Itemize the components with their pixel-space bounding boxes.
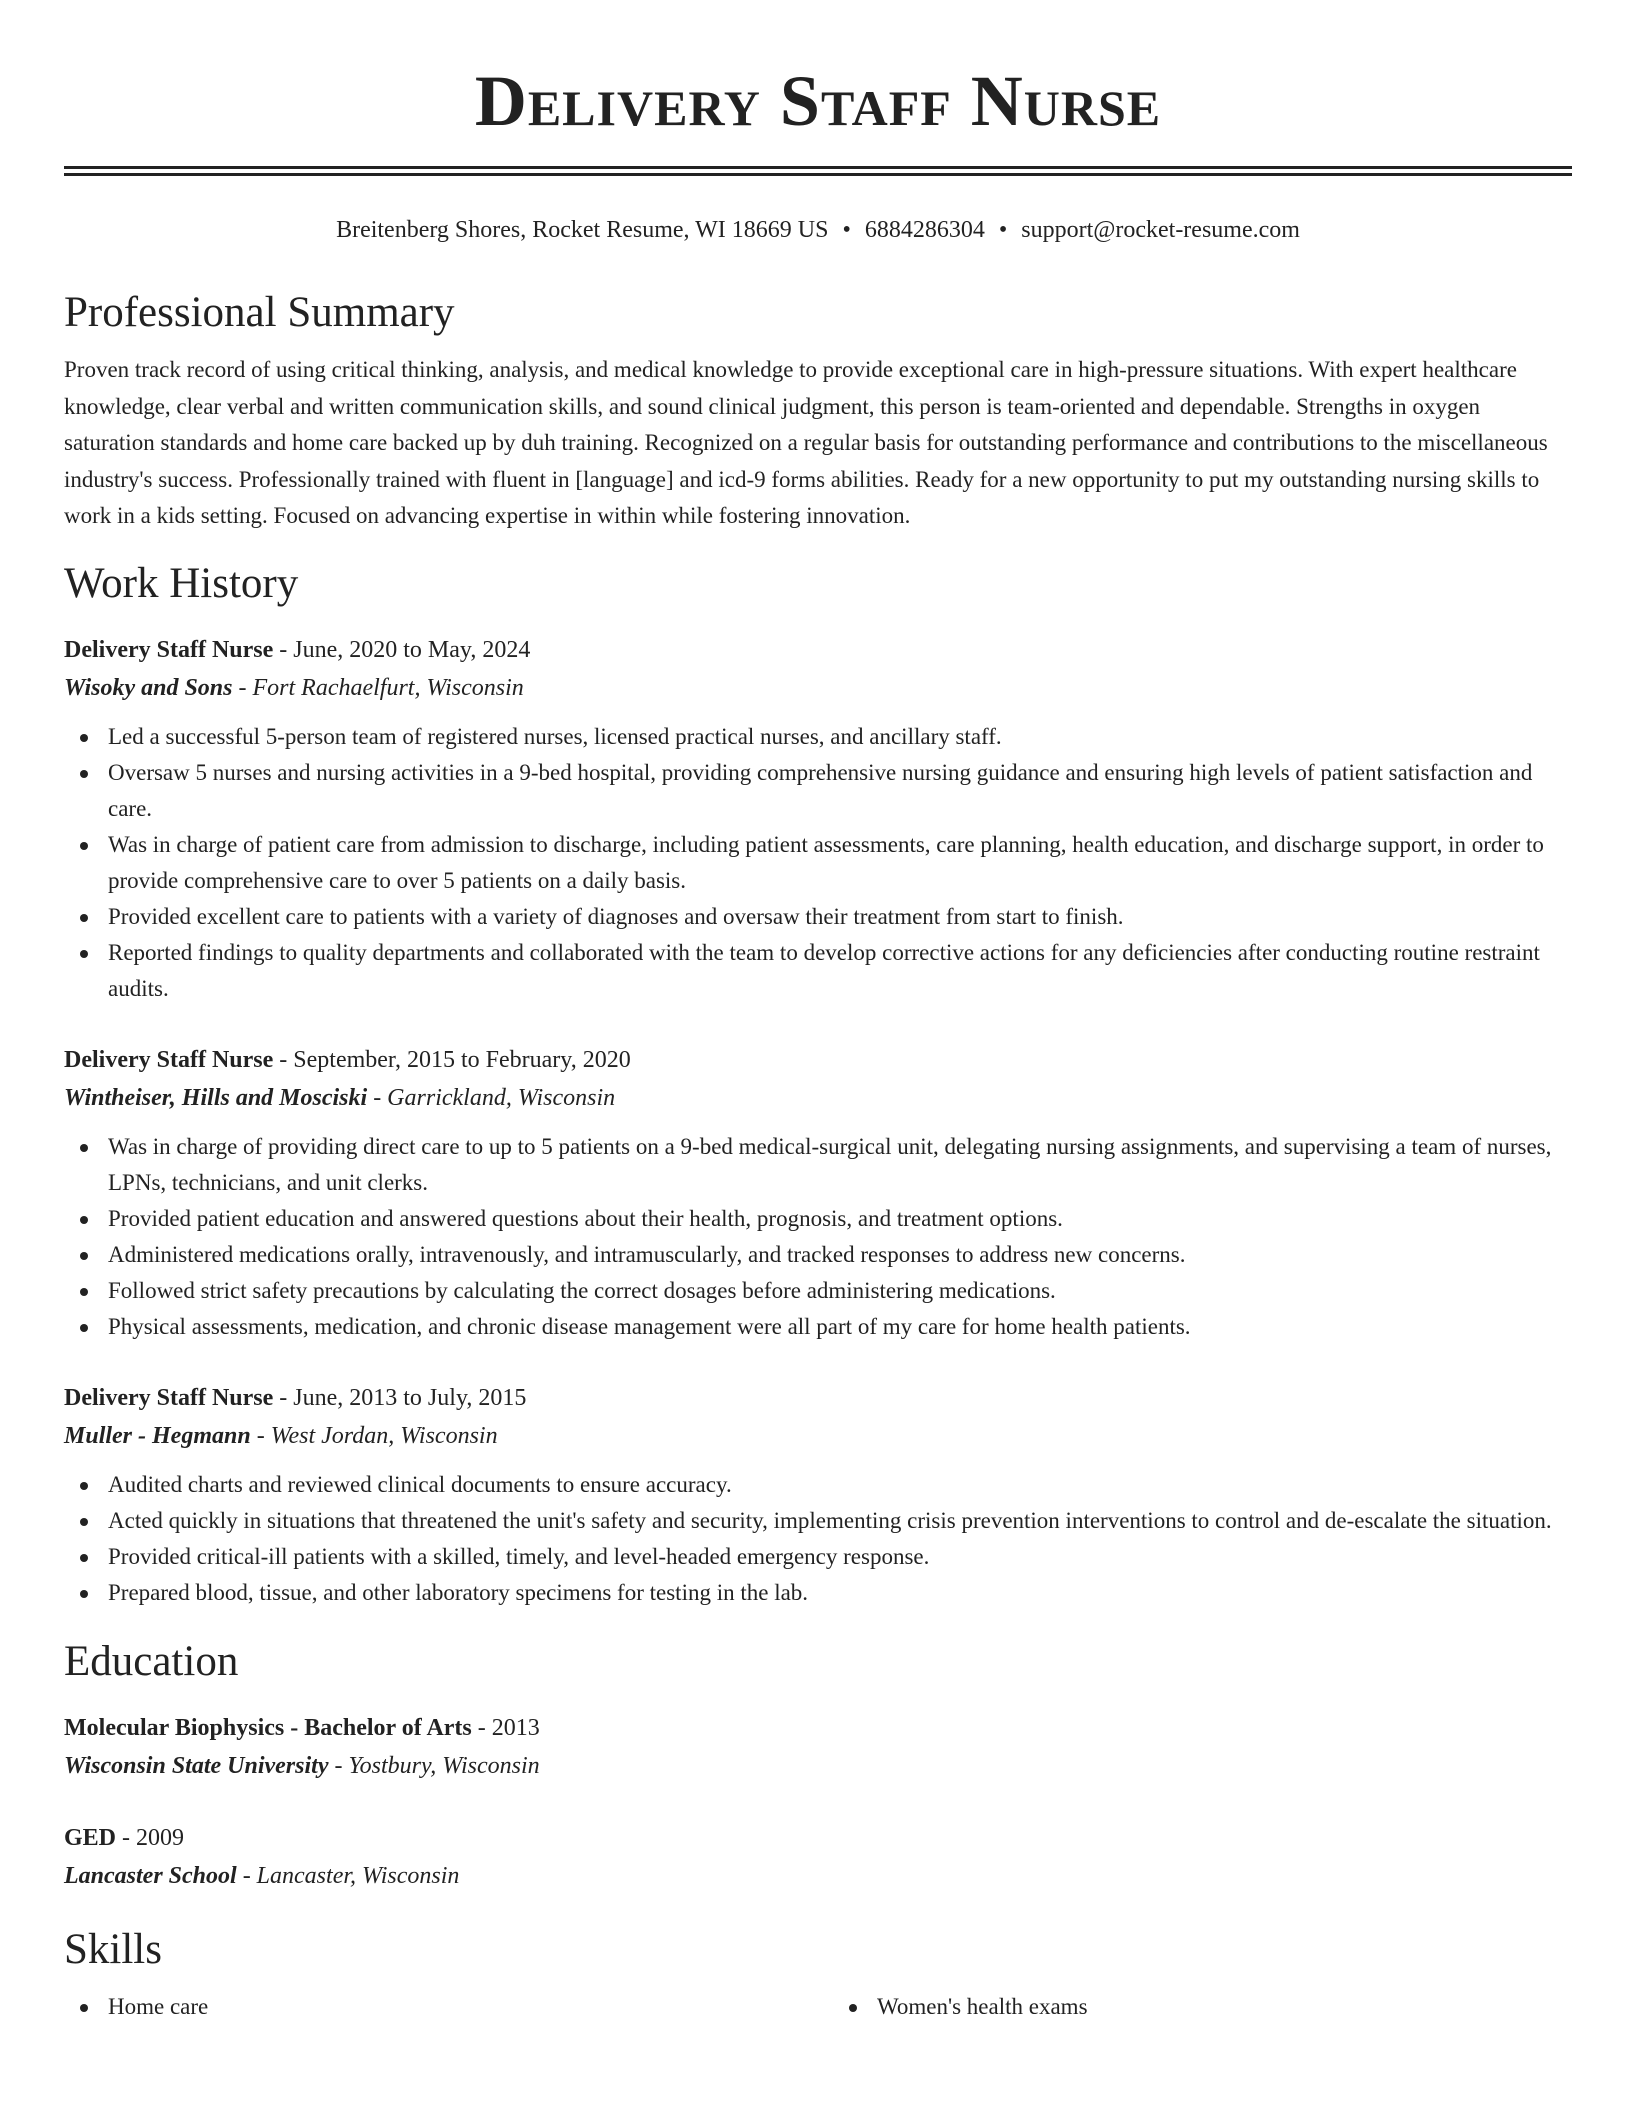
job-bullet: Acted quickly in situations that threatened the unit's safety and security, implementing crisis prevention interventions to control and de-escalate the situation. — [108, 1503, 1572, 1539]
job-bullet: Was in charge of patient care from admission to discharge, including patient assessments, care planning, health education, and discharge support, in order to provide comprehensive care to over 5 patients on a daily basis. — [108, 827, 1572, 899]
job-company-line — [64, 669, 1572, 707]
contact-phone: 6884286304 — [864, 217, 985, 243]
job-bullet: Provided patient education and answered questions about their health, prognosis, and treatment options. — [108, 1201, 1572, 1237]
job-location: - Garrickland, Wisconsin — [367, 1084, 616, 1111]
job-location: - West Jordan, Wisconsin — [250, 1422, 498, 1449]
job-company-line — [64, 1079, 1572, 1117]
job-company: Wisoky and Sons — [64, 674, 233, 701]
job-bullets — [64, 1467, 1572, 1611]
job-entry — [64, 631, 1572, 1007]
job-title: Delivery Staff Nurse — [64, 636, 274, 663]
job-bullets — [64, 719, 1572, 1007]
resume-name: Delivery Staff Nurse — [474, 61, 1162, 141]
job-role-line — [64, 1041, 1572, 1079]
resume-page — [64, 0, 1572, 2025]
job-entry — [64, 1041, 1572, 1345]
job-bullet: Audited charts and reviewed clinical documents to ensure accuracy. — [108, 1467, 1572, 1503]
skills-heading: Skills — [64, 1925, 162, 1973]
job-company: Muller - Hegmann — [64, 1422, 251, 1449]
education-degree: Molecular Biophysics - Bachelor of Arts — [64, 1714, 472, 1741]
job-dates: - June, 2020 to May, 2024 — [273, 636, 531, 663]
contact-line — [64, 214, 1572, 246]
education-school-line — [64, 1857, 1572, 1895]
work-history-heading: Work History — [64, 559, 299, 607]
job-bullets — [64, 1129, 1572, 1345]
education-heading: Education — [64, 1637, 239, 1685]
education-entry — [64, 1709, 1572, 1785]
job-bullet: Followed strict safety precautions by calculating the correct dosages before administering medications. — [108, 1273, 1572, 1309]
job-bullet: Physical assessments, medication, and chronic disease management were all part of my care for home health patients. — [108, 1309, 1572, 1345]
job-role-line — [64, 1379, 1572, 1417]
job-bullet: Was in charge of providing direct care to up to 5 patients on a 9-bed medical-surgical unit, delegating nursing assignments, and supervising a team of nurses, LPNs, technicians, and unit clerks. — [108, 1129, 1572, 1201]
job-dates: - September, 2015 to February, 2020 — [273, 1046, 631, 1073]
job-bullet: Oversaw 5 nurses and nursing activities in a 9-bed hospital, providing comprehensive nursing guidance and ensuring high levels of patient satisfaction and care. — [108, 755, 1572, 827]
job-company: Wintheiser, Hills and Mosciski — [64, 1084, 368, 1111]
education-entry — [64, 1819, 1572, 1895]
job-dates: - June, 2013 to July, 2015 — [273, 1384, 527, 1411]
education-degree-line — [64, 1819, 1572, 1857]
job-bullet: Provided excellent care to patients with a variety of diagnoses and oversaw their treatment from start to finish. — [108, 899, 1572, 935]
contact-email: support@rocket-resume.com — [1021, 217, 1300, 243]
job-bullet: Administered medications orally, intravenously, and intramuscularly, and tracked responses to address new concerns. — [108, 1237, 1572, 1273]
education-year: - 2009 — [116, 1824, 185, 1851]
education-location: - Lancaster, Wisconsin — [236, 1862, 460, 1889]
education-school: Lancaster School — [64, 1862, 237, 1889]
skills-list — [64, 1989, 1572, 2025]
contact-separator: • — [842, 217, 851, 243]
skill-item: Women's health exams — [877, 1989, 1572, 2025]
job-location: - Fort Rachaelfurt, Wisconsin — [232, 674, 524, 701]
job-bullet: Reported findings to quality departments and collaborated with the team to develop corrective actions for any deficiencies after conducting routine restraint audits. — [108, 935, 1572, 1007]
job-entry — [64, 1379, 1572, 1611]
job-title: Delivery Staff Nurse — [64, 1046, 274, 1073]
summary-heading: Professional Summary — [64, 289, 455, 336]
job-company-line — [64, 1417, 1572, 1455]
skills-column-left — [64, 1989, 803, 2025]
education-location: - Yostbury, Wisconsin — [328, 1752, 540, 1779]
education-degree-line — [64, 1709, 1572, 1747]
job-bullet: Provided critical-ill patients with a skilled, timely, and level-headed emergency response. — [108, 1539, 1572, 1575]
skills-column-right — [833, 1989, 1572, 2025]
summary-text: Proven track record of using critical thinking, analysis, and medical knowledge to provide exceptional care in high-pressure situations. With expert healthcare knowledge, clear verbal and written communication skills, and sound clinical judgment, this person is team-oriented and dependable. Strengths in oxygen saturation standards and home care backed up by duh training. Recognized on a regular basis for outstanding performance and contributions to the miscellaneous industry's success. Professionally trained with fluent in [language] and icd-9 forms abilities. Ready for a new opportunity to put my outstanding nursing skills to work in a kids setting. Focused on advancing expertise in within while fostering innovation. — [64, 357, 1548, 528]
education-school-line — [64, 1747, 1572, 1785]
contact-separator: • — [998, 217, 1008, 243]
contact-address: Breitenberg Shores, Rocket Resume, WI 18669 US — [336, 217, 829, 243]
job-bullet: Prepared blood, tissue, and other laboratory specimens for testing in the lab. — [108, 1575, 1572, 1611]
job-title: Delivery Staff Nurse — [64, 1384, 274, 1411]
job-bullet: Led a successful 5-person team of registered nurses, licensed practical nurses, and ancillary staff. — [108, 719, 1572, 755]
education-year: - 2013 — [471, 1714, 540, 1741]
education-degree: GED — [64, 1824, 117, 1851]
education-school: Wisconsin State University — [64, 1752, 329, 1779]
header-double-rule — [64, 166, 1572, 176]
job-role-line — [64, 631, 1572, 669]
skill-item: Home care — [108, 1989, 803, 2025]
